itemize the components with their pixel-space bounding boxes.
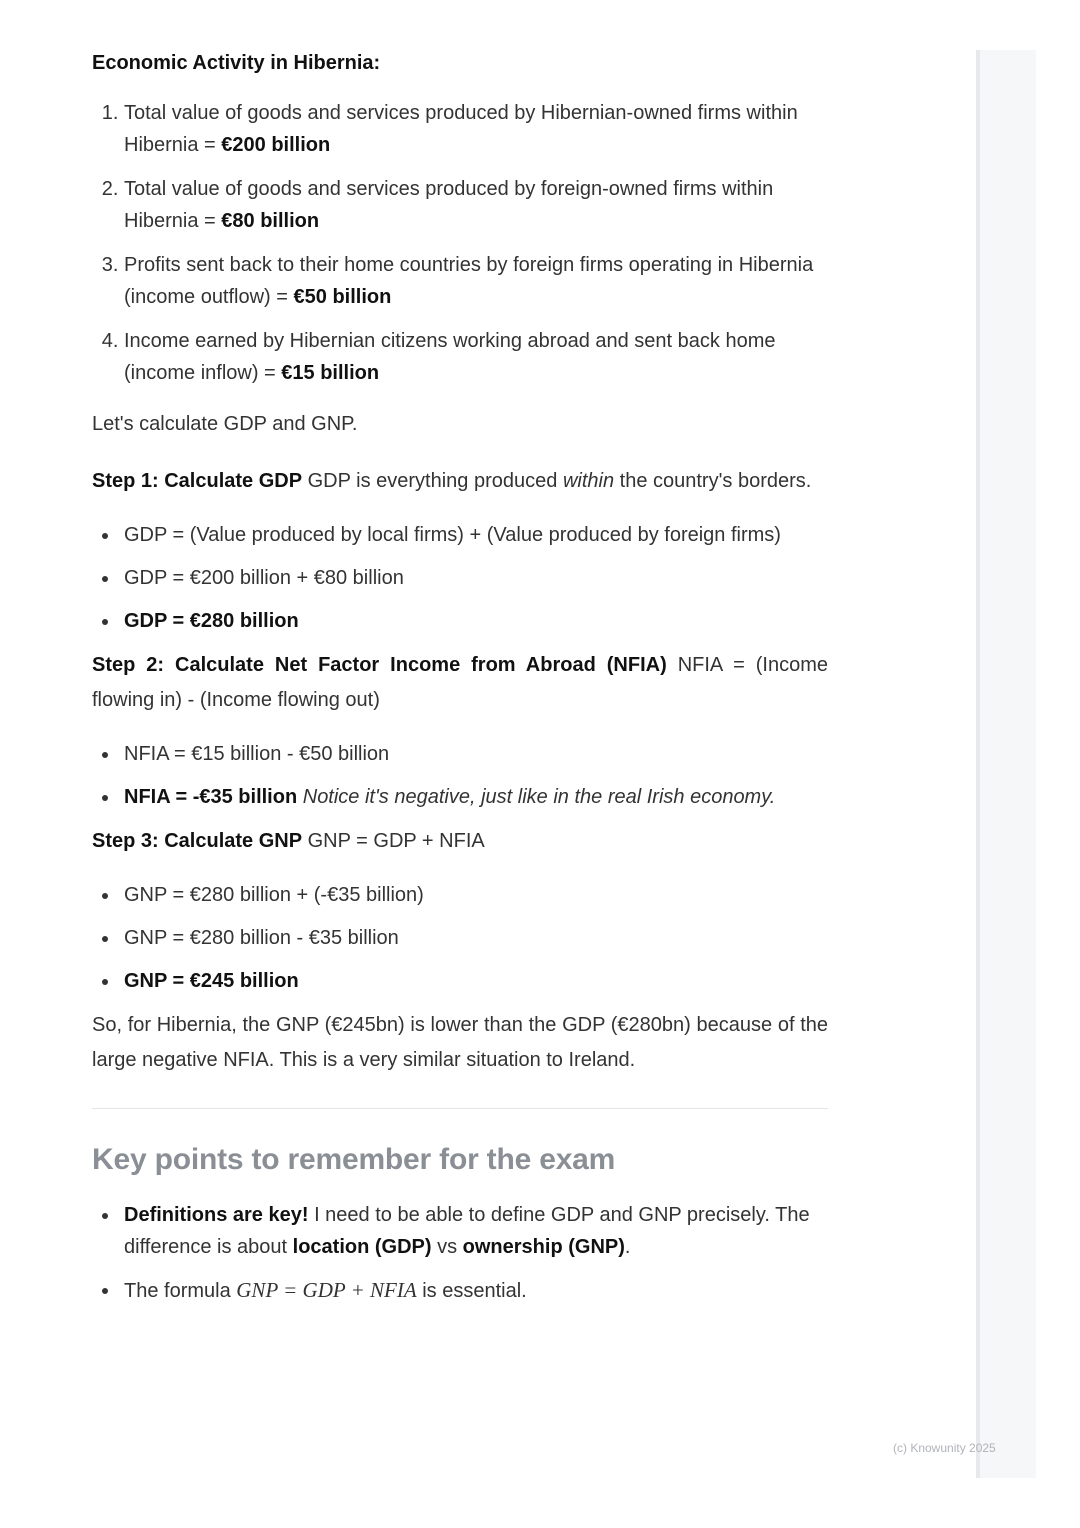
list-item: 3. Profits sent back to their home countries by foreign firms operating in Hibernia (income outflow) = €50 billion — [124, 249, 828, 313]
list-item: 1. Total value of goods and services produced by Hibernian-owned firms within Hibernia = €200 billion — [124, 97, 828, 161]
list-item: Definitions are key! I need to be able to define GDP and GNP precisely. The difference is about location (GDP) vs ownership (GNP). — [124, 1199, 828, 1263]
step3-paragraph: Step 3: Calculate GNP GNP = GDP + NFIA — [92, 830, 485, 852]
copyright-footer: (c) Knowunity 2025 — [893, 1441, 996, 1455]
step1-paragraph: Step 1: Calculate GDP GDP is everything produced within the country's borders. — [92, 470, 812, 492]
list-item: GNP = €245 billion — [124, 965, 828, 997]
step1-list — [92, 519, 828, 637]
formula: GNP = GDP + NFIA — [236, 1278, 417, 1302]
list-item: NFIA = -€35 billion Notice it's negative, just like in the real Irish economy. — [124, 781, 828, 813]
list-item: 4. Income earned by Hibernian citizens working abroad and sent back home (income inflow) = €15 billion — [124, 325, 828, 389]
economic-activity-list — [92, 97, 828, 389]
step2-list — [92, 738, 828, 813]
list-item: The formula GNP = GDP + NFIA is essential. — [124, 1274, 828, 1307]
section-divider — [92, 1108, 828, 1109]
list-item: GNP = €280 billion + (-€35 billion) — [124, 879, 828, 911]
right-sidebar — [976, 50, 1036, 1478]
list-item: GNP = €280 billion - €35 billion — [124, 922, 828, 954]
document-content — [92, 52, 828, 1318]
section-heading: Economic Activity in Hibernia: — [92, 52, 381, 74]
step3-list — [92, 879, 828, 997]
intro-text: Let's calculate GDP and GNP. — [92, 413, 358, 435]
conclusion-text: So, for Hibernia, the GNP (€245bn) is lower than the GDP (€280bn) because of the large negative NFIA. This is a very similar situation to Ireland. — [92, 1014, 828, 1071]
list-item: NFIA = €15 billion - €50 billion — [124, 738, 828, 770]
list-item: GDP = €280 billion — [124, 605, 828, 637]
step2-paragraph: Step 2: Calculate Net Factor Income from Abroad (NFIA) NFIA = (Income flowing in) - (Income flowing out) — [92, 654, 828, 711]
key-points-title: Key points to remember for the exam — [92, 1143, 616, 1176]
key-points-list — [92, 1199, 828, 1307]
list-item: GDP = €200 billion + €80 billion — [124, 562, 828, 594]
list-item: GDP = (Value produced by local firms) + (Value produced by foreign firms) — [124, 519, 828, 551]
list-item: 2. Total value of goods and services produced by foreign-owned firms within Hibernia = €80 billion — [124, 173, 828, 237]
